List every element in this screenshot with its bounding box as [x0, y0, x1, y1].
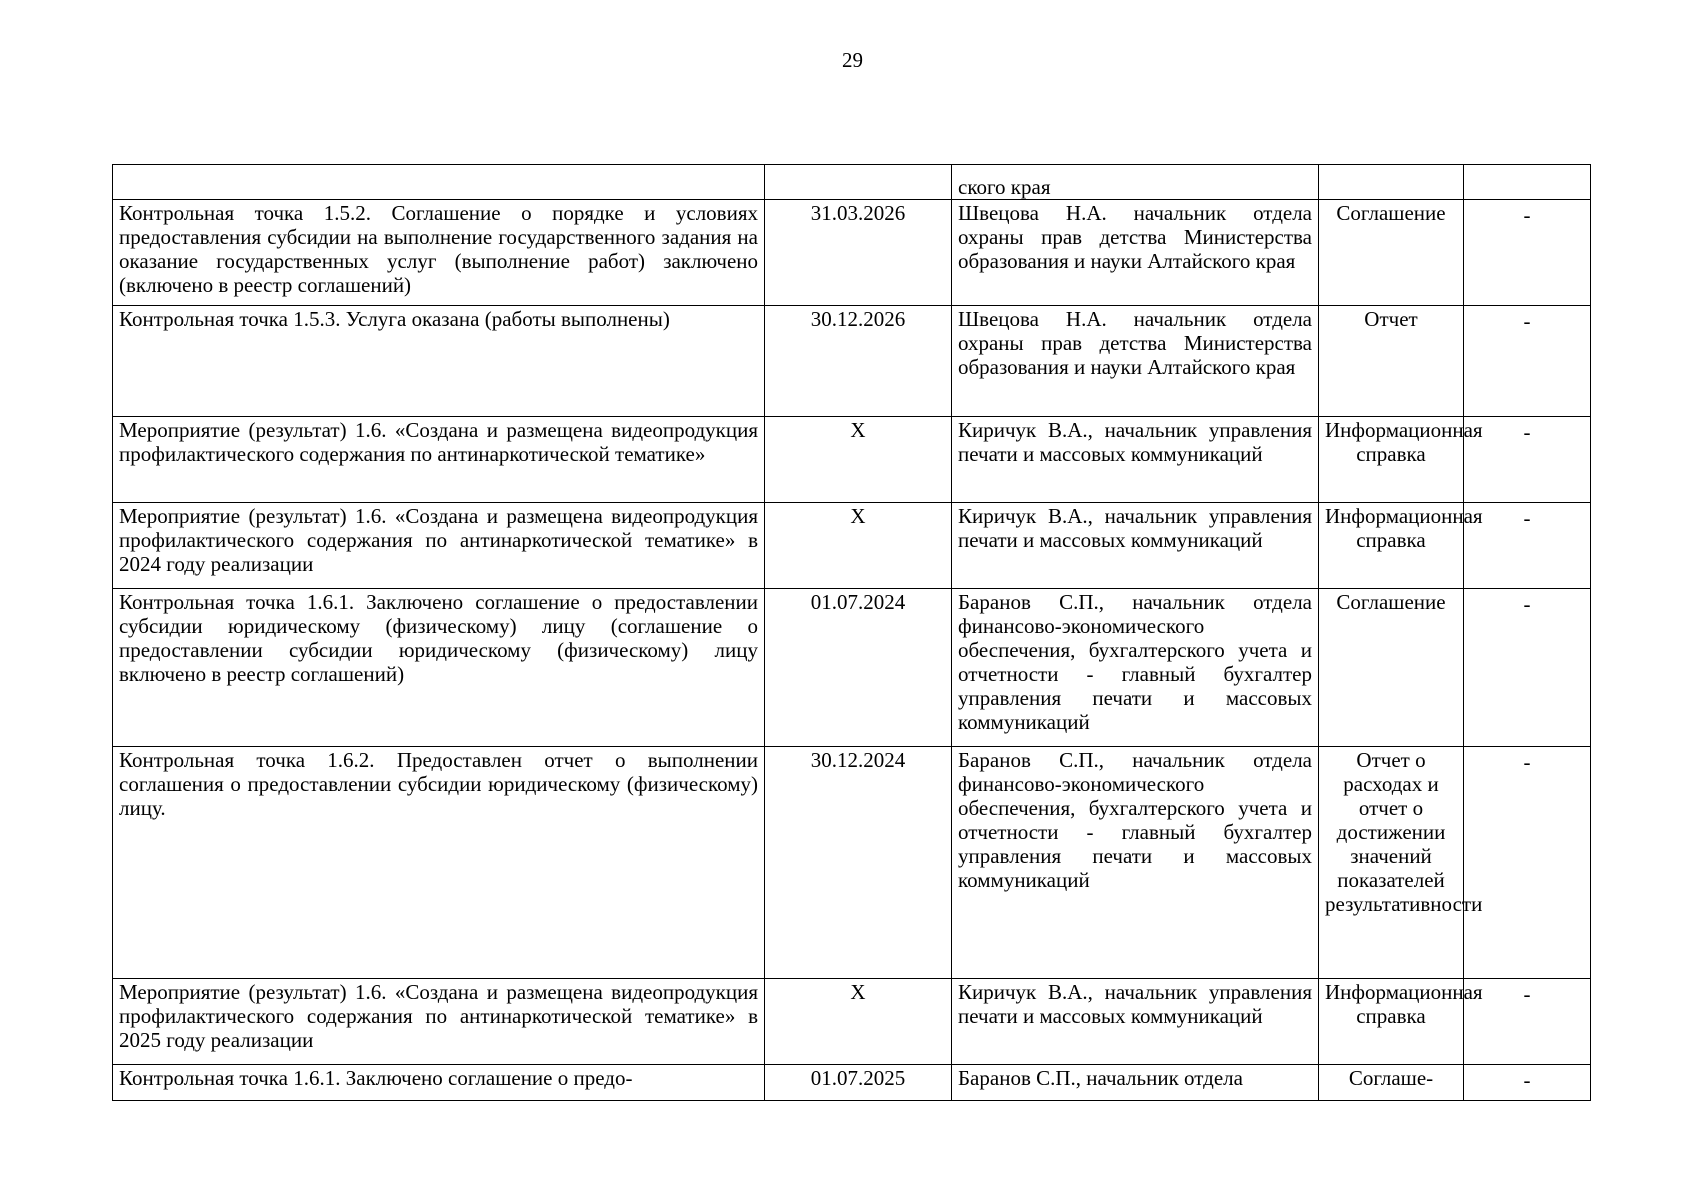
event-name-text: Мероприятие (результат) 1.6. «Создана и размещена видеопродукция профилактического содержания по антинаркотической тематике» в 2025 году реализации: [119, 980, 758, 1052]
document-cell: [1319, 165, 1464, 200]
responsible-cell: [952, 165, 1319, 200]
responsible-text: Баранов С.П., начальник отдела финансово-экономического обеспечения, бухгалтерского учета и отчетности - главный бухгалтер управления печати и массовых коммуникаций: [958, 748, 1312, 892]
date-cell: [765, 589, 952, 747]
responsible-text: Киричук В.А., начальник управления печати и массовых коммуникаций: [958, 980, 1312, 1028]
responsible-cell: [952, 1065, 1319, 1101]
date-cell: [765, 306, 952, 417]
note-cell: [1464, 1065, 1591, 1101]
note-cell: [1464, 589, 1591, 747]
note-text: -: [1523, 982, 1531, 1006]
date-text: X: [850, 980, 866, 1004]
date-cell: [765, 165, 952, 200]
event-name-text: Контрольная точка 1.6.1. Заключено соглашение о предо-: [119, 1066, 633, 1090]
document-text: Отчет: [1364, 307, 1418, 331]
document-cell: [1319, 979, 1483, 1065]
note-cell: [1464, 306, 1591, 417]
event-name-cell: [113, 979, 765, 1065]
date-cell: [765, 747, 952, 979]
event-name-text: Мероприятие (результат) 1.6. «Создана и размещена видеопродукция профилактического содержания по антинаркотической тематике» в 2024 году реализации: [119, 504, 758, 576]
document-cell: [1319, 306, 1464, 417]
note-text: -: [1523, 750, 1531, 774]
responsible-cell: [952, 979, 1319, 1065]
responsible-cell: [952, 417, 1319, 503]
document-text: Информационная справка: [1325, 504, 1483, 552]
table-row: [113, 747, 1591, 979]
document-cell: [1319, 417, 1483, 503]
date-cell: [765, 200, 952, 306]
responsible-text: Баранов С.П., начальник отдела финансово-экономического обеспечения, бухгалтерского учета и отчетности - главный бухгалтер управления печати и массовых коммуникаций: [958, 590, 1312, 734]
document-text: Отчет о расходах и отчет о достижении значений показателей результативности: [1325, 748, 1483, 916]
event-name-cell: [113, 589, 765, 747]
note-text: -: [1523, 1068, 1531, 1092]
event-name-text: Контрольная точка 1.5.3. Услуга оказана (работы выполнены): [119, 307, 670, 331]
responsible-text: Киричук В.А., начальник управления печати и массовых коммуникаций: [958, 504, 1312, 552]
event-name-text: Контрольная точка 1.6.1. Заключено соглашение о предоставлении субсидии юридическому (физическому) лицу (соглашение о предоставлении субсидии юридическому (физическому) лицу включено в реестр соглашений): [119, 590, 758, 686]
document-text: Информационная справка: [1325, 418, 1483, 466]
note-cell: [1464, 200, 1591, 306]
document-text: Соглаше-: [1348, 1066, 1434, 1090]
table-row: [113, 589, 1591, 747]
responsible-text: Швецова Н.А. начальник отдела охраны прав детства Министерства образования и науки Алтайского края: [958, 307, 1312, 379]
responsible-text: Баранов С.П., начальник отдела: [958, 1066, 1243, 1090]
document-cell: [1319, 1065, 1464, 1101]
date-text: 31.03.2026: [810, 201, 906, 225]
event-name-cell: [113, 503, 765, 589]
table-row: [113, 1065, 1591, 1101]
document-text: Соглашение: [1336, 201, 1446, 225]
event-name-text: Контрольная точка 1.6.2. Предоставлен отчет о выполнении соглашения о предоставлении субсидии юридическому (физическому) лицу.: [119, 748, 758, 820]
plan-table: [112, 164, 1591, 1101]
responsible-cell: [952, 200, 1319, 306]
responsible-text: ского края: [958, 175, 1051, 199]
document-cell: [1319, 503, 1483, 589]
date-text: 30.12.2024: [810, 748, 906, 772]
date-cell: [765, 1065, 952, 1101]
event-name-cell: [113, 1065, 765, 1101]
note-cell: [1464, 747, 1591, 979]
table-row: [113, 979, 1591, 1065]
document-text: Информационная справка: [1325, 980, 1483, 1028]
date-text: X: [850, 418, 866, 442]
event-name-cell: [113, 200, 765, 306]
date-text: 01.07.2025: [810, 1066, 906, 1090]
note-text: -: [1523, 203, 1531, 227]
responsible-text: Швецова Н.А. начальник отдела охраны прав детства Министерства образования и науки Алтайского края: [958, 201, 1312, 273]
event-name-cell: [113, 417, 765, 503]
date-cell: [765, 503, 952, 589]
responsible-text: Киричук В.А., начальник управления печати и массовых коммуникаций: [958, 418, 1312, 466]
document-cell: [1319, 747, 1483, 979]
date-cell: [765, 417, 952, 503]
event-name-text: Контрольная точка 1.5.2. Соглашение о порядке и условиях предоставления субсидии на выполнение государственного задания на оказание государственных услуг (выполнение работ) заключено (включено в реестр соглашений): [119, 201, 758, 297]
note-text: -: [1523, 420, 1531, 444]
table-row: [113, 503, 1591, 589]
event-name-text: Мероприятие (результат) 1.6. «Создана и размещена видеопродукция профилактического содержания по антинаркотической тематике»: [119, 418, 758, 466]
page-number: 29: [842, 48, 863, 72]
date-text: X: [850, 504, 866, 528]
table-row: [113, 306, 1591, 417]
note-cell: [1464, 165, 1591, 200]
note-text: -: [1523, 506, 1531, 530]
document-cell: [1319, 589, 1464, 747]
document-text: Соглашение: [1336, 590, 1446, 614]
date-text: 01.07.2024: [810, 590, 906, 614]
table-row: [113, 417, 1591, 503]
event-name-cell: [113, 165, 765, 200]
event-name-cell: [113, 747, 765, 979]
responsible-cell: [952, 503, 1319, 589]
note-text: -: [1523, 592, 1531, 616]
date-cell: [765, 979, 952, 1065]
responsible-cell: [952, 747, 1319, 979]
responsible-cell: [952, 306, 1319, 417]
document-cell: [1319, 200, 1464, 306]
table-row: [113, 165, 1591, 200]
event-name-cell: [113, 306, 765, 417]
date-text: 30.12.2026: [810, 307, 906, 331]
table-row: [113, 200, 1591, 306]
note-text: -: [1523, 309, 1531, 333]
responsible-cell: [952, 589, 1319, 747]
